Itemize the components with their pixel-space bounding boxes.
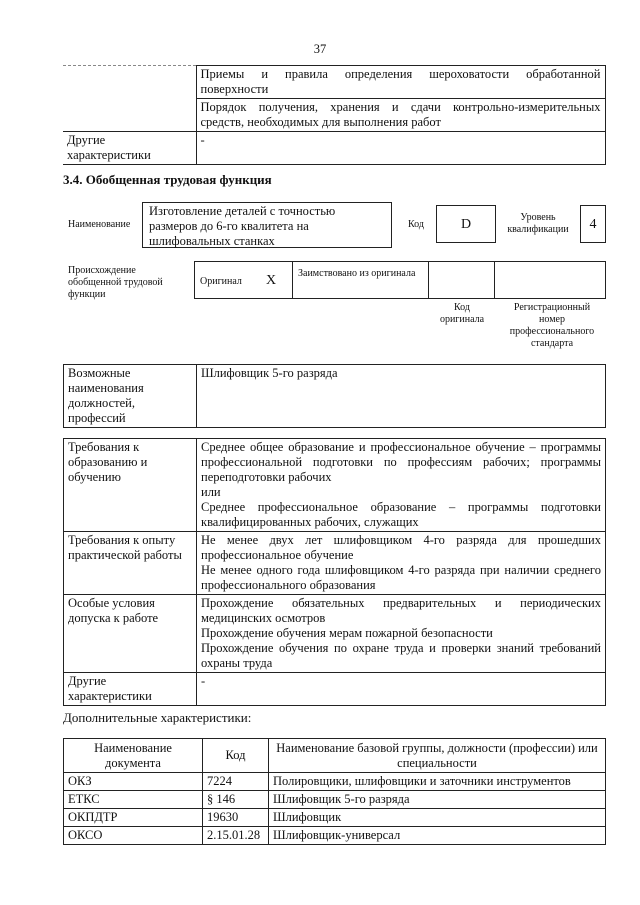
table-cell: Шлифовщик <box>269 809 606 827</box>
conditions-label: Особые условия допуска к работе <box>64 595 197 673</box>
header-code: Код <box>203 739 269 773</box>
table-row <box>64 365 606 428</box>
requirements-table <box>63 438 606 706</box>
table-cell: Порядок получения, хранения и сдачи контрольно-измерительных средств, необходимых для выполнения работ <box>196 99 605 132</box>
conditions-value: Прохождение обязательных предварительных и периодических медицинских осмотров Прохождение обучения мерам пожарной безопасности Прохождение обучения по охране труда и проверки знаний требований охраны труда <box>197 595 606 673</box>
reg-caption: Регистрационный номер профессионального стандарта <box>509 302 595 349</box>
education-label: Требования к образованию и обучению <box>64 439 197 532</box>
function-name: Изготовление деталей с точностью размеров до 6-го квалитета на шлифовальных станках <box>142 202 392 248</box>
table-row <box>64 773 606 791</box>
table-cell-label: Другие характеристики <box>63 132 196 165</box>
table-row <box>64 809 606 827</box>
top-table <box>63 65 606 165</box>
positions-label: Возможные наименования должностей, профессий <box>64 365 197 428</box>
table-cell: § 146 <box>203 791 269 809</box>
additional-table <box>63 738 606 845</box>
other-label: Другие характеристики <box>64 673 197 706</box>
table-cell: 2.15.01.28 <box>203 827 269 845</box>
table-row <box>64 439 606 532</box>
table-cell: ОКПДТР <box>64 809 203 827</box>
other-value: - <box>197 673 606 706</box>
table-cell: Приемы и правила определения шероховатости обработанной поверхности <box>196 66 605 99</box>
positions-value: Шлифовщик 5-го разряда <box>197 365 606 428</box>
table-cell: Шлифовщик-универсал <box>269 827 606 845</box>
level-label: Уровень квалификации <box>507 212 569 235</box>
page-number: 37 <box>313 42 327 56</box>
table-row <box>63 66 605 99</box>
borrowed-label: Заимствовано из оригинала <box>298 268 416 279</box>
table-row <box>63 99 605 132</box>
header-document: Наименование документа <box>64 739 203 773</box>
table-row <box>64 532 606 595</box>
section-title: 3.4. Обобщенная трудовая функция <box>63 172 272 187</box>
code-label: Код <box>408 219 424 230</box>
table-row <box>64 791 606 809</box>
function-code: D <box>436 205 496 243</box>
divider <box>494 261 495 299</box>
table-cell: - <box>196 132 605 165</box>
table-cell: 19630 <box>203 809 269 827</box>
table-cell: ОКЗ <box>64 773 203 791</box>
table-cell: Полировщики, шлифовщики и заточники инструментов <box>269 773 606 791</box>
table-row <box>64 673 606 706</box>
table-cell: 7224 <box>203 773 269 791</box>
education-value: Среднее общее образование и профессиональное обучение – программы профессиональной подготовки по профессиям рабочих; программы переподготовки рабочих или Среднее профессиональное образование – программы подготовки квалифицированных рабочих, служащих <box>197 439 606 532</box>
table-header-row <box>64 739 606 773</box>
table-cell: ЕТКС <box>64 791 203 809</box>
experience-value: Не менее двух лет шлифовщиком 4-го разряда для прошедших профессиональное обучение Не менее одного года шлифовщиком 4-го разряда при наличии среднего профессионального образования <box>197 532 606 595</box>
origin-label: Происхождение обобщенной трудовой функции <box>68 265 163 300</box>
divider <box>428 261 429 299</box>
qualification-level: 4 <box>580 205 606 243</box>
additional-title: Дополнительные характеристики: <box>63 710 252 725</box>
name-label: Наименование <box>68 219 131 230</box>
divider <box>292 261 293 299</box>
experience-label: Требования к опыту практической работы <box>64 532 197 595</box>
table-row <box>64 595 606 673</box>
table-cell: ОКСО <box>64 827 203 845</box>
table-cell: Шлифовщик 5-го разряда <box>269 791 606 809</box>
original-label: Оригинал <box>200 276 242 287</box>
original-mark: X <box>266 273 277 288</box>
header-group: Наименование базовой группы, должности (профессии) или специальности <box>269 739 606 773</box>
positions-table <box>63 364 606 428</box>
table-row <box>64 827 606 845</box>
table-row <box>63 132 605 165</box>
origin-box <box>194 261 606 299</box>
code-caption: Код оригинала <box>439 302 485 325</box>
